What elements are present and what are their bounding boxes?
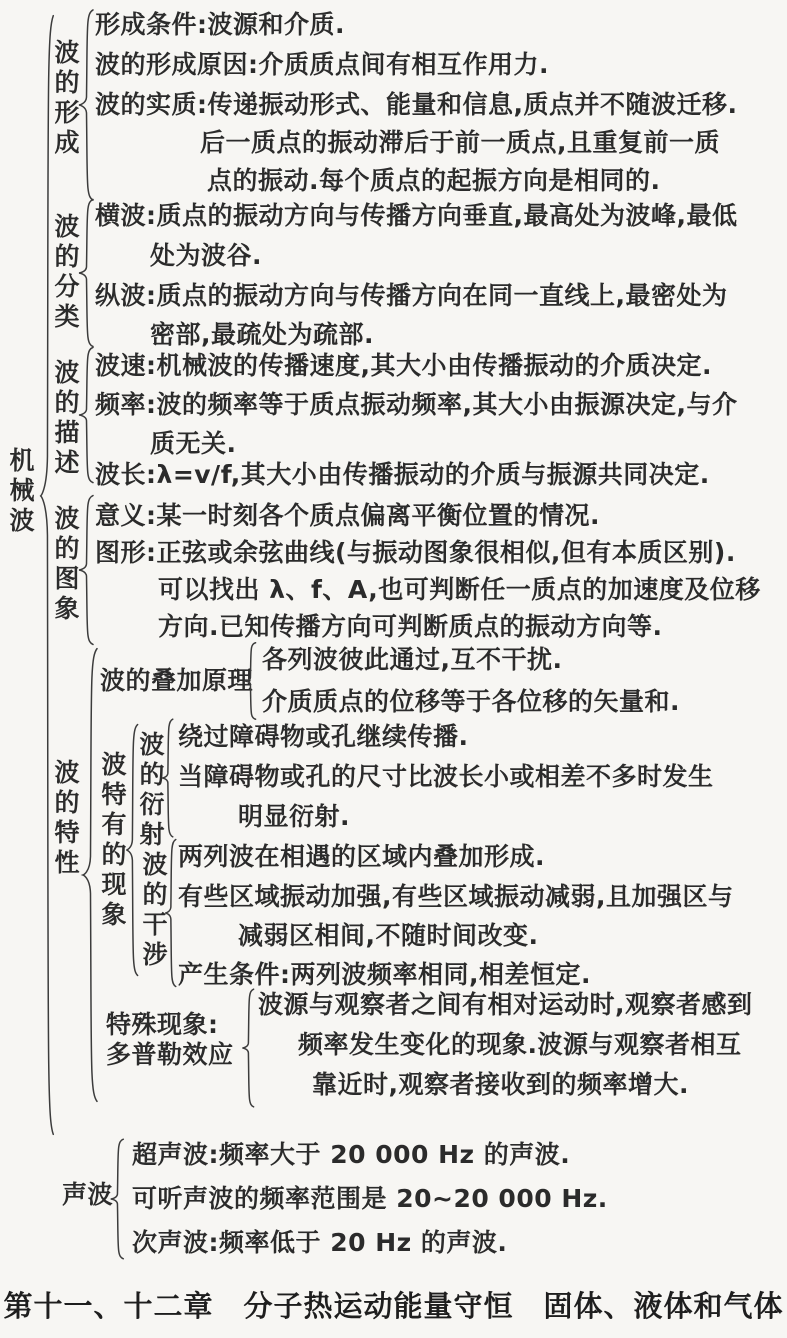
content-line: 处为波谷.: [150, 241, 262, 270]
brace-sound-icon: [108, 1138, 126, 1260]
branch-label-doppler-1: 特殊现象:: [106, 1010, 219, 1039]
content-line: 各列波彼此通过,互不干扰.: [262, 645, 563, 674]
content-line: 靠近时,观察者接收到的频率增大.: [312, 1070, 689, 1099]
content-line: 后一质点的振动滞后于前一质点,且重复前一质: [200, 128, 720, 157]
chapter-footer: 第十一、十二章 分子热运动能量守恒 固体、液体和气体: [3, 1289, 784, 1323]
content-line: 纵波:质点的振动方向与传播方向在同一直线上,最密处为: [95, 281, 728, 310]
root-label: 机械波: [9, 446, 35, 535]
brace-classification-icon: [76, 198, 96, 348]
content-line: 密部,最疏处为疏部.: [150, 320, 374, 349]
content-line: 产生条件:两列波频率相同,相差恒定.: [178, 960, 591, 989]
content-line: 点的振动.每个质点的起振方向是相同的.: [207, 166, 661, 195]
brace-properties-icon: [80, 644, 100, 1106]
branch-label-graph: 波的图象: [54, 504, 80, 623]
content-line: 波源与观察者之间有相对运动时,观察者感到: [258, 990, 753, 1019]
content-line: 波的形成原因:介质质点间有相互作用力.: [95, 50, 549, 79]
content-line: 可听声波的频率范围是 20~20 000 Hz.: [132, 1184, 608, 1213]
content-line: 次声波:频率低于 20 Hz 的声波.: [132, 1228, 508, 1257]
branch-label-properties: 波的特性: [54, 758, 80, 877]
content-line: 方向.已知传播方向可判断质点的振动方向等.: [158, 612, 663, 641]
brace-doppler-icon: [240, 988, 256, 1108]
content-line: 质无关.: [150, 429, 237, 458]
content-line: 介质质点的位移等于各位移的矢量和.: [262, 687, 680, 716]
content-line: 波的实质:传递振动形式、能量和信息,质点并不随波迁移.: [95, 90, 738, 119]
branch-label-interference: 波的干涉: [142, 850, 168, 969]
content-line: 超声波:频率大于 20 000 Hz 的声波.: [132, 1140, 571, 1169]
branch-label-formation: 波的形成: [54, 38, 80, 157]
content-line: 形成条件:波源和介质.: [95, 10, 345, 39]
brace-interference-icon: [163, 838, 178, 988]
content-line: 明显衍射.: [238, 802, 350, 831]
content-line: 有些区域振动加强,有些区域振动减弱,且加强区与: [178, 882, 734, 911]
brace-diffraction-icon: [160, 718, 175, 838]
content-line: 意义:某一时刻各个质点偏离平衡位置的情况.: [95, 501, 600, 530]
content-line: 横波:质点的振动方向与传播方向垂直,最高处为波峰,最低: [95, 201, 738, 230]
content-line: 当障碍物或孔的尺寸比波长小或相差不多时发生: [178, 762, 714, 791]
content-line: 减弱区相间,不随时间改变.: [238, 921, 539, 950]
branch-label-diffraction: 波的衍射: [139, 730, 165, 849]
content-line: 图形:正弦或余弦曲线(与振动图象很相似,但有本质区别).: [95, 538, 736, 567]
branch-label-sound: 声波: [62, 1180, 114, 1209]
content-line: 波长:λ=v/f,其大小由传播振动的介质与振源共同决定.: [95, 460, 710, 489]
content-line: 两列波在相遇的区域内叠加形成.: [178, 842, 545, 871]
branch-label-classification: 波的分类: [54, 212, 80, 331]
brace-description-icon: [76, 346, 96, 484]
content-line: 频率:波的频率等于质点振动频率,其大小由振源决定,与介: [95, 390, 738, 419]
branch-label-description: 波的描述: [54, 358, 80, 477]
branch-label-unique-phenomena: 波特有的现象: [101, 750, 127, 929]
content-line: 波速:机械波的传播速度,其大小由传播振动的介质决定.: [95, 351, 712, 380]
content-line: 可以找出 λ、f、A,也可判断任一质点的加速度及位移: [158, 575, 761, 604]
content-line: 绕过障碍物或孔继续传播.: [178, 722, 469, 751]
content-line: 频率发生变化的现象.波源与观察者相互: [298, 1030, 742, 1059]
brace-superposition-icon: [242, 642, 258, 720]
branch-label-superposition: 波的叠加原理: [100, 666, 254, 695]
brace-formation-icon: [76, 8, 96, 202]
branch-label-doppler-2: 多普勒效应: [106, 1040, 234, 1069]
brace-graph-icon: [76, 494, 96, 646]
